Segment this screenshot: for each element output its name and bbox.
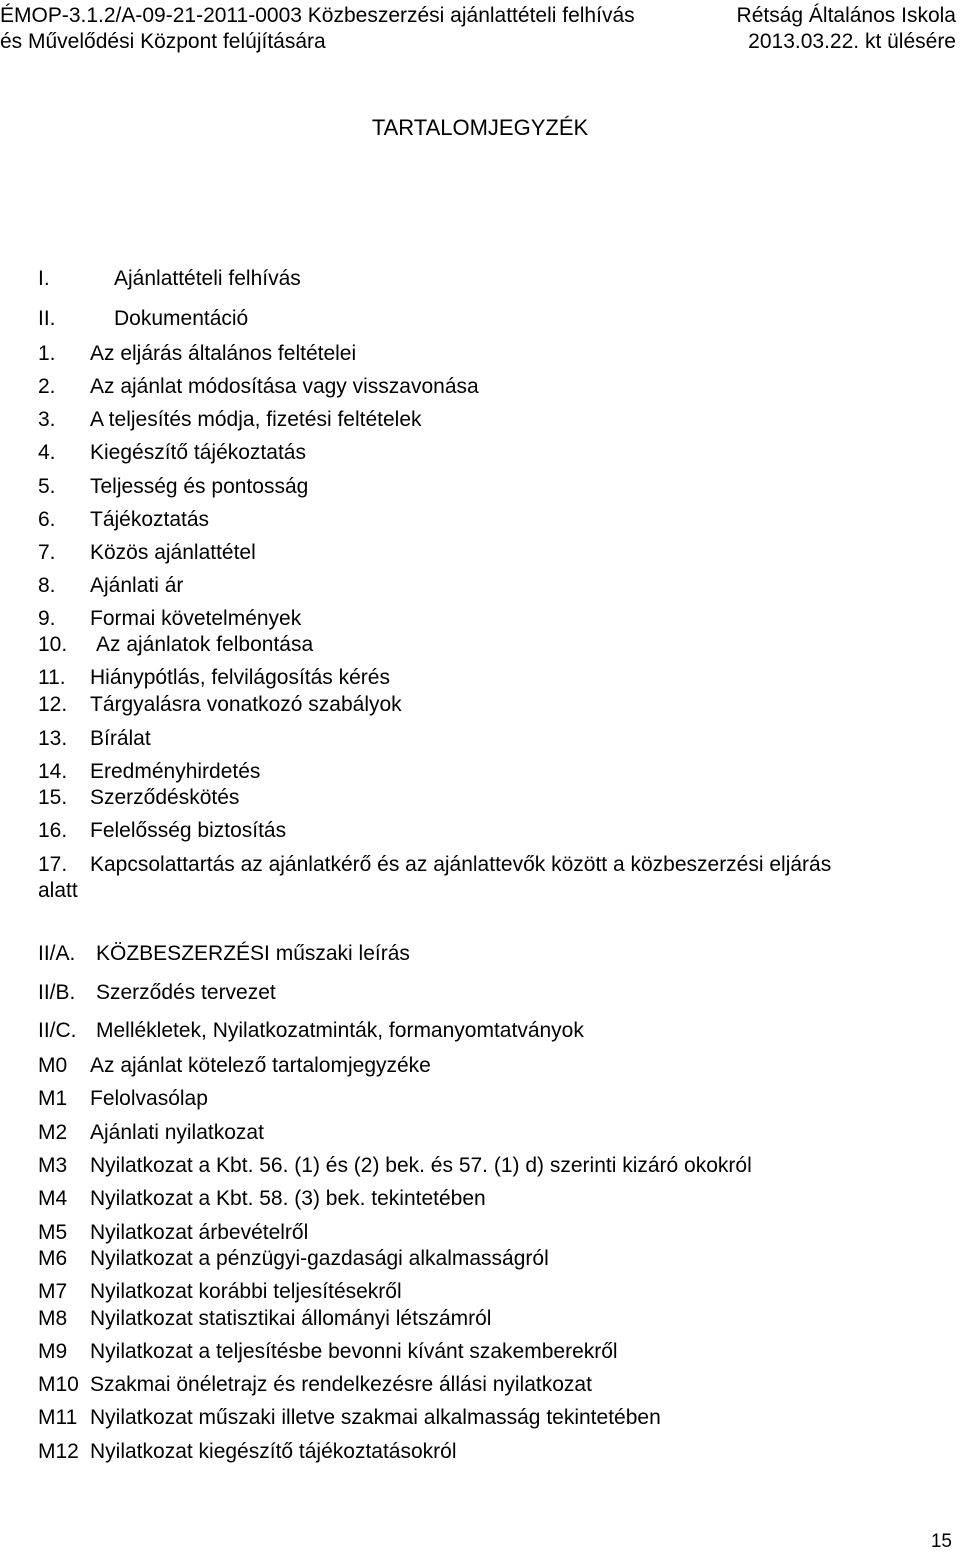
toc-entry-number: 11. xyxy=(38,666,66,689)
header-project-title: ÉMOP-3.1.2/A-09-21-2011-0003 Közbeszerzési ajánlattételi felhívás xyxy=(0,4,635,27)
toc-entry-text: Nyilatkozat a Kbt. 58. (3) bek. tekintetében xyxy=(90,1187,486,1210)
toc-entry-number: M4 xyxy=(38,1187,68,1210)
header-subject: és Művelődési Központ felújítására xyxy=(0,30,326,53)
toc-entry-text: Nyilatkozat a Kbt. 56. (1) és (2) bek. és 57. (1) d) szerinti kizáró okokról xyxy=(90,1154,752,1177)
toc-entry-number: M9 xyxy=(38,1340,68,1363)
toc-entry-number: M2 xyxy=(38,1121,68,1144)
toc-entry-text: Felelősség biztosítás xyxy=(90,819,287,842)
header-school-name: Rétság Általános Iskola xyxy=(736,4,956,27)
toc-entry-number: M11 xyxy=(38,1406,78,1429)
toc-entry-number: 6. xyxy=(38,508,56,531)
toc-entry-text: Teljesség és pontosság xyxy=(90,475,309,498)
toc-entry-text: Ajánlati ár xyxy=(90,574,184,597)
toc-entry-number: II/B. xyxy=(38,981,76,1004)
toc-entry-number: M5 xyxy=(38,1221,68,1244)
toc-entry-text: Kiegészítő tájékoztatás xyxy=(90,441,306,464)
toc-entry-text: Tájékoztatás xyxy=(90,508,210,531)
toc-entry-number: II/C. xyxy=(38,1019,77,1042)
toc-entry-text: Nyilatkozat árbevételről xyxy=(90,1221,309,1244)
toc-entry-text: Nyilatkozat műszaki illetve szakmai alkalmasság tekintetében xyxy=(90,1406,661,1429)
toc-entry-number: 1. xyxy=(38,342,56,365)
toc-entry-text: Nyilatkozat a teljesítésbe bevonni kívánt szakemberekről xyxy=(90,1340,618,1363)
toc-entry-number: 7. xyxy=(38,541,56,564)
toc-entry-text: Az eljárás általános feltételei xyxy=(90,342,357,365)
toc-entry-number: M6 xyxy=(38,1247,68,1270)
toc-entry-text: Közös ajánlattétel xyxy=(90,541,256,564)
toc-entry-text: Dokumentáció xyxy=(114,307,249,330)
toc-entry-text: Ajánlati nyilatkozat xyxy=(90,1121,264,1144)
toc-entry-text: Bírálat xyxy=(90,727,151,750)
toc-entry-text: Eredményhirdetés xyxy=(90,760,261,783)
toc-entry-number: M8 xyxy=(38,1307,68,1330)
toc-entry-number: 12. xyxy=(38,693,68,716)
toc-entry-number: M10 xyxy=(38,1373,79,1396)
page-number: 15 xyxy=(930,1531,952,1552)
toc-entry-number: 3. xyxy=(38,408,56,431)
toc-entry-number: 10. xyxy=(38,633,68,656)
toc-entry-number: 15. xyxy=(38,786,68,809)
toc-entry-number: M0 xyxy=(38,1054,68,1077)
page-title: TARTALOMJEGYZÉK xyxy=(371,115,589,140)
toc-entry-number: 14. xyxy=(38,760,68,783)
toc-entry-number: 8. xyxy=(38,574,56,597)
document-header xyxy=(0,0,960,56)
toc-entry-text: Kapcsolattartás az ajánlatkérő és az ajánlattevők között a közbeszerzési eljárás xyxy=(90,853,832,876)
toc-entry-text: A teljesítés módja, fizetési feltételek xyxy=(90,408,422,431)
toc-entry-number: 2. xyxy=(38,375,56,398)
toc-entry-number: I. xyxy=(38,267,50,290)
toc-entry-text: Az ajánlat kötelező tartalomjegyzéke xyxy=(90,1054,431,1077)
toc-entry-text: Nyilatkozat korábbi teljesítésekről xyxy=(90,1280,402,1303)
toc-entry-number: 16. xyxy=(38,819,68,842)
toc-entry-number: II/A. xyxy=(38,942,76,965)
toc-entry-text: Nyilatkozat kiegészítő tájékoztatásokról xyxy=(90,1440,457,1463)
toc-entry-number: 13. xyxy=(38,727,68,750)
toc-entry-text: Az ajánlat módosítása vagy visszavonása xyxy=(90,375,479,398)
toc-entry-text: Ajánlattételi felhívás xyxy=(114,267,301,290)
toc-entry-continuation: alatt xyxy=(38,879,78,902)
toc-entry-text: Szakmai önéletrajz és rendelkezésre állási nyilatkozat xyxy=(90,1373,592,1396)
toc-entry-number: M7 xyxy=(38,1280,68,1303)
toc-entry-text: Szerződéskötés xyxy=(90,786,240,809)
toc-entry-text: Hiánypótlás, felvilágosítás kérés xyxy=(90,666,390,689)
toc-entry-number: M12 xyxy=(38,1440,79,1463)
toc-entry-number: 5. xyxy=(38,475,56,498)
toc-entry-text: Az ajánlatok felbontása xyxy=(96,633,314,656)
toc-entry-text: KÖZBESZERZÉSI műszaki leírás xyxy=(96,942,410,965)
toc-entry-text: Felolvasólap xyxy=(90,1087,208,1110)
toc-entry-number: 17. xyxy=(38,853,68,876)
toc-entry-text: Nyilatkozat a pénzügyi-gazdasági alkalmasságról xyxy=(90,1247,549,1270)
toc-entry-number: 9. xyxy=(38,607,56,630)
toc-entry-number: M3 xyxy=(38,1154,68,1177)
toc-entry-number: M1 xyxy=(38,1087,68,1110)
toc-entry-text: Mellékletek, Nyilatkozatminták, formanyomtatványok xyxy=(96,1019,584,1042)
toc-entry-number: II. xyxy=(38,307,56,330)
toc-entry-text: Nyilatkozat statisztikai állományi létszámról xyxy=(90,1307,492,1330)
toc-entry-text: Szerződés tervezet xyxy=(96,981,276,1004)
toc-entry-text: Formai követelmények xyxy=(90,607,302,630)
toc-entry-text: Tárgyalásra vonatkozó szabályok xyxy=(90,693,402,716)
header-meeting-date: 2013.03.22. kt ülésére xyxy=(748,30,956,53)
toc-entry-number: 4. xyxy=(38,441,56,464)
